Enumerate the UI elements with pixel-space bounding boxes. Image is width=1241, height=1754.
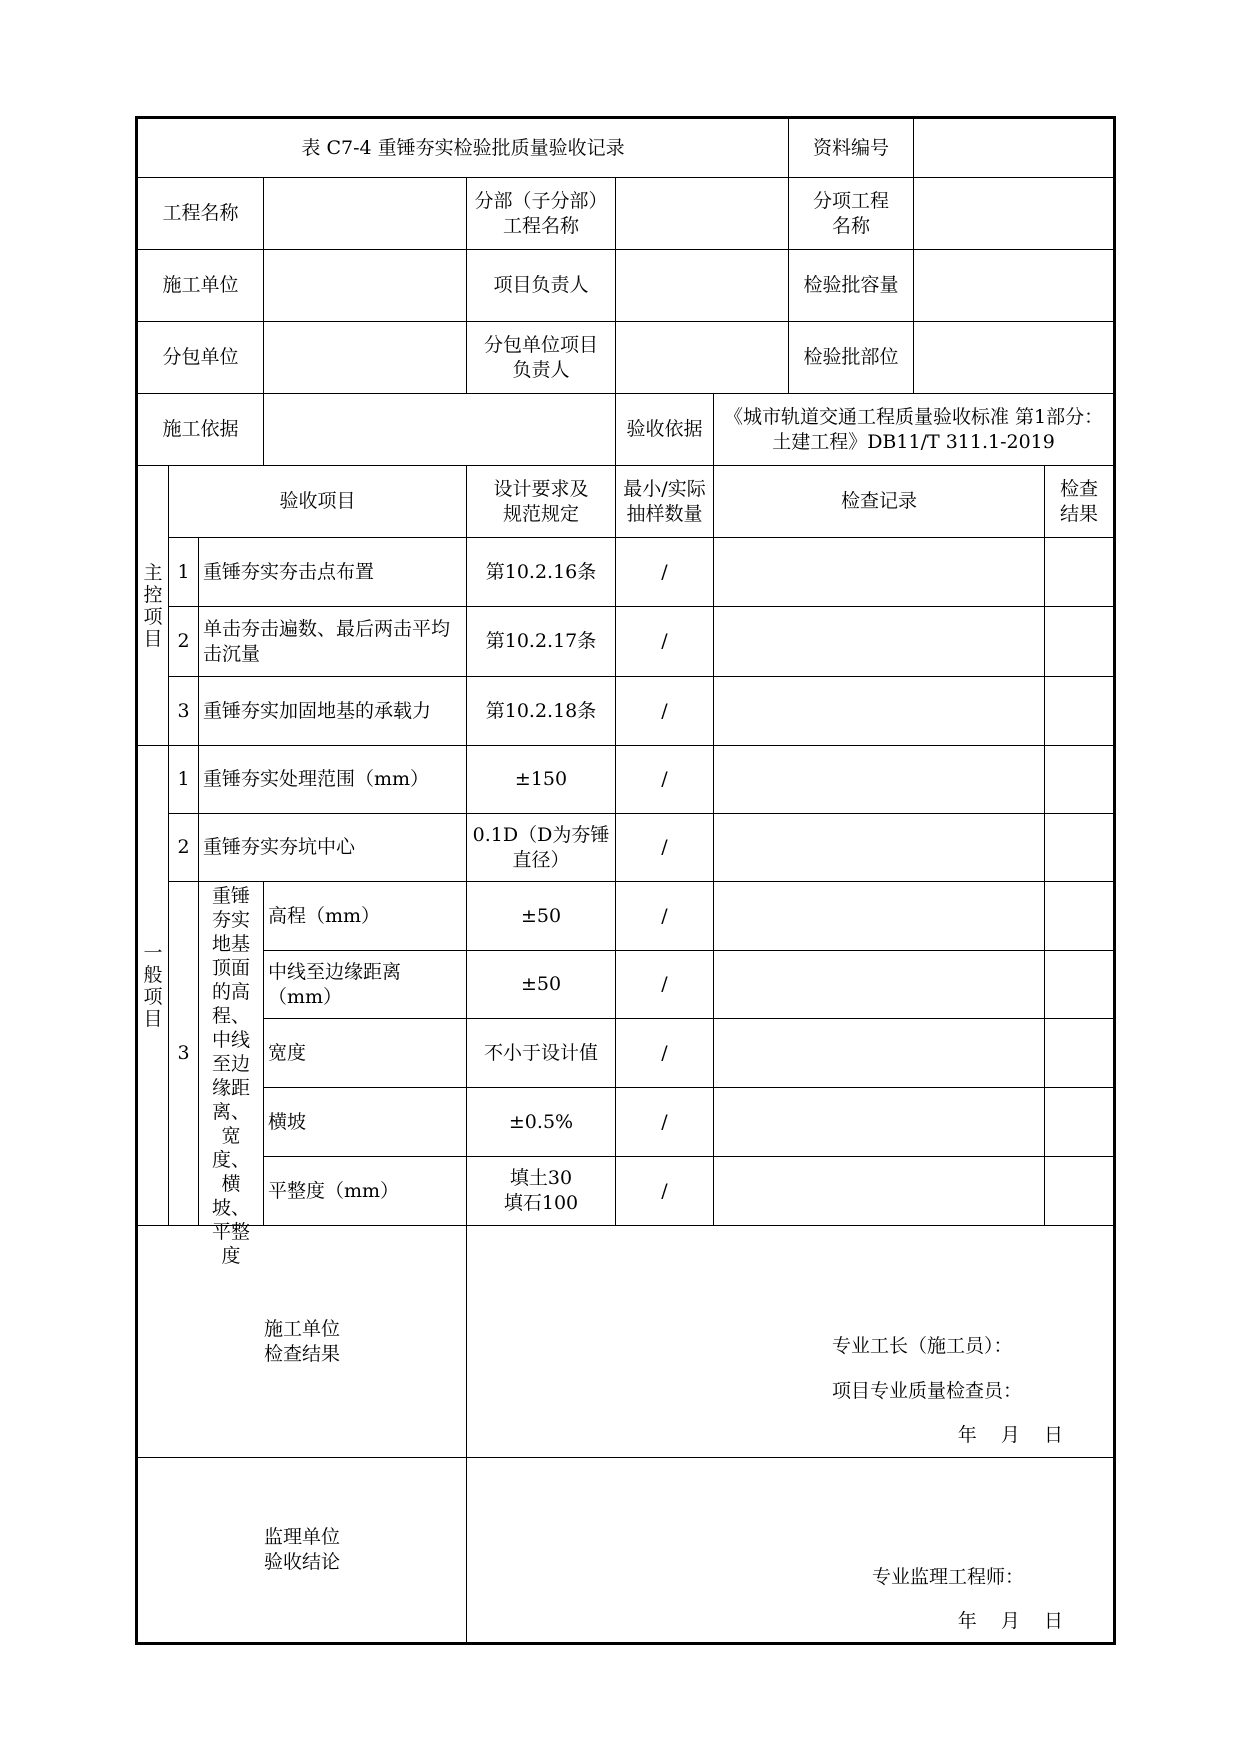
sub-manager-label: 分包单位项目 负责人 xyxy=(467,322,616,394)
sub-item-name: 高程（mm） xyxy=(264,882,467,951)
inspector-label: 项目专业质量检查员： xyxy=(832,1380,1023,1402)
requirement: 第10.2.16条 xyxy=(467,538,616,607)
contractor-signature-area[interactable] xyxy=(467,1226,1115,1458)
doc-no-value[interactable] xyxy=(914,118,1115,178)
column-header-requirement: 设计要求及 规范规定 xyxy=(467,466,616,538)
check-result[interactable] xyxy=(1045,1019,1115,1088)
supervisor-engineer-label: 专业监理工程师： xyxy=(872,1566,1025,1588)
subdivision-value[interactable] xyxy=(616,178,789,250)
sub-item-name: 横坡 xyxy=(264,1088,467,1157)
requirement: 第10.2.18条 xyxy=(467,677,616,746)
requirement: ±50 xyxy=(467,951,616,1019)
sample-count: / xyxy=(616,538,714,607)
sample-count: / xyxy=(616,677,714,746)
acceptance-basis-value: 《城市轨道交通工程质量验收标准 第1部分： 土建工程》DB11/T 311.1-2019 xyxy=(714,394,1115,466)
row-number: 2 xyxy=(169,607,199,677)
column-header-result: 检查 结果 xyxy=(1045,466,1115,538)
item-name: 重锤夯实处理范围（mm） xyxy=(199,746,467,814)
requirement: ±50 xyxy=(467,882,616,951)
contractor-result-label: 施工单位 检查结果 xyxy=(137,1226,467,1458)
check-record[interactable] xyxy=(714,746,1045,814)
table-row xyxy=(137,814,1115,882)
item-name: 重锤夯实夯击点布置 xyxy=(199,538,467,607)
check-result[interactable] xyxy=(1045,814,1115,882)
sub-item-name: 中线至边缘距离 （mm） xyxy=(264,951,467,1019)
supervisor-signature-area[interactable] xyxy=(467,1458,1115,1644)
subitem-label: 分项工程 名称 xyxy=(789,178,914,250)
column-header-item: 验收项目 xyxy=(169,466,467,538)
sub-manager-value[interactable] xyxy=(616,322,789,394)
item-name: 重锤夯实加固地基的承载力 xyxy=(199,677,467,746)
requirement: ±150 xyxy=(467,746,616,814)
row-number: 3 xyxy=(169,882,199,1226)
item3-caption: 重锤夯实地基顶面的高程、中线至边缘距离、宽度、横坡、平整度 xyxy=(199,882,264,1226)
row-number: 3 xyxy=(169,677,199,746)
check-record[interactable] xyxy=(714,607,1045,677)
table-row xyxy=(137,1019,1115,1088)
project-manager-label: 项目负责人 xyxy=(467,250,616,322)
supervisor-date: 年 月 日 xyxy=(957,1610,1064,1632)
table-row xyxy=(137,538,1115,607)
sample-count: / xyxy=(616,607,714,677)
subdivision-label: 分部（子分部） 工程名称 xyxy=(467,178,616,250)
table-row xyxy=(137,607,1115,677)
item-name: 单击夯击遍数、最后两击平均击沉量 xyxy=(199,607,467,677)
table-row xyxy=(137,1157,1115,1226)
table-row xyxy=(137,677,1115,746)
contractor-value[interactable] xyxy=(264,250,467,322)
sub-item-name: 宽度 xyxy=(264,1019,467,1088)
requirement: 0.1D（D为夯锤 直径） xyxy=(467,814,616,882)
check-record[interactable] xyxy=(714,538,1045,607)
subcontractor-label: 分包单位 xyxy=(137,322,264,394)
check-result[interactable] xyxy=(1045,746,1115,814)
project-manager-value[interactable] xyxy=(616,250,789,322)
general-group-label: 一般项目 xyxy=(137,746,169,1226)
check-result[interactable] xyxy=(1045,607,1115,677)
column-header-sample: 最小/实际 抽样数量 xyxy=(616,466,714,538)
check-result[interactable] xyxy=(1045,538,1115,607)
row-number: 1 xyxy=(169,746,199,814)
check-record[interactable] xyxy=(714,882,1045,951)
sample-count: / xyxy=(616,1019,714,1088)
check-record[interactable] xyxy=(714,1088,1045,1157)
check-result[interactable] xyxy=(1045,1088,1115,1157)
requirement: 第10.2.17条 xyxy=(467,607,616,677)
table-row xyxy=(137,951,1115,1019)
form-title: 表 C7-4 重锤夯实检验批质量验收记录 xyxy=(137,118,789,178)
column-header-record: 检查记录 xyxy=(714,466,1045,538)
row-number: 1 xyxy=(169,538,199,607)
table-row xyxy=(137,746,1115,814)
main-control-group-label: 主控项目 xyxy=(137,466,169,746)
subitem-value[interactable] xyxy=(914,178,1115,250)
table-row xyxy=(137,882,1115,951)
check-record[interactable] xyxy=(714,1157,1045,1226)
table-row xyxy=(137,1088,1115,1157)
construction-basis-label: 施工依据 xyxy=(137,394,264,466)
batch-location-value[interactable] xyxy=(914,322,1115,394)
sample-count: / xyxy=(616,814,714,882)
check-record[interactable] xyxy=(714,677,1045,746)
check-result[interactable] xyxy=(1045,1157,1115,1226)
check-result[interactable] xyxy=(1045,951,1115,1019)
sample-count: / xyxy=(616,1157,714,1226)
requirement: 填土30 填石100 xyxy=(467,1157,616,1226)
batch-capacity-value[interactable] xyxy=(914,250,1115,322)
project-name-label: 工程名称 xyxy=(137,178,264,250)
acceptance-basis-label: 验收依据 xyxy=(616,394,714,466)
sub-item-name: 平整度（mm） xyxy=(264,1157,467,1226)
check-result[interactable] xyxy=(1045,882,1115,951)
subcontractor-value[interactable] xyxy=(264,322,467,394)
batch-location-label: 检验批部位 xyxy=(789,322,914,394)
project-name-value[interactable] xyxy=(264,178,467,250)
doc-no-label: 资料编号 xyxy=(789,118,914,178)
check-record[interactable] xyxy=(714,1019,1045,1088)
contractor-label: 施工单位 xyxy=(137,250,264,322)
requirement: ±0.5% xyxy=(467,1088,616,1157)
supervisor-label: 监理单位 验收结论 xyxy=(137,1458,467,1644)
sample-count: / xyxy=(616,882,714,951)
foreman-label: 专业工长（施工员）： xyxy=(832,1335,1013,1357)
sample-count: / xyxy=(616,1088,714,1157)
check-record[interactable] xyxy=(714,951,1045,1019)
batch-capacity-label: 检验批容量 xyxy=(789,250,914,322)
check-record[interactable] xyxy=(714,814,1045,882)
sample-count: / xyxy=(616,746,714,814)
row-number: 2 xyxy=(169,814,199,882)
requirement: 不小于设计值 xyxy=(467,1019,616,1088)
contractor-date: 年 月 日 xyxy=(957,1424,1064,1446)
construction-basis-value[interactable] xyxy=(264,394,616,466)
inspection-record-form xyxy=(135,116,1116,1645)
sample-count: / xyxy=(616,951,714,1019)
check-result[interactable] xyxy=(1045,677,1115,746)
item-name: 重锤夯实夯坑中心 xyxy=(199,814,467,882)
